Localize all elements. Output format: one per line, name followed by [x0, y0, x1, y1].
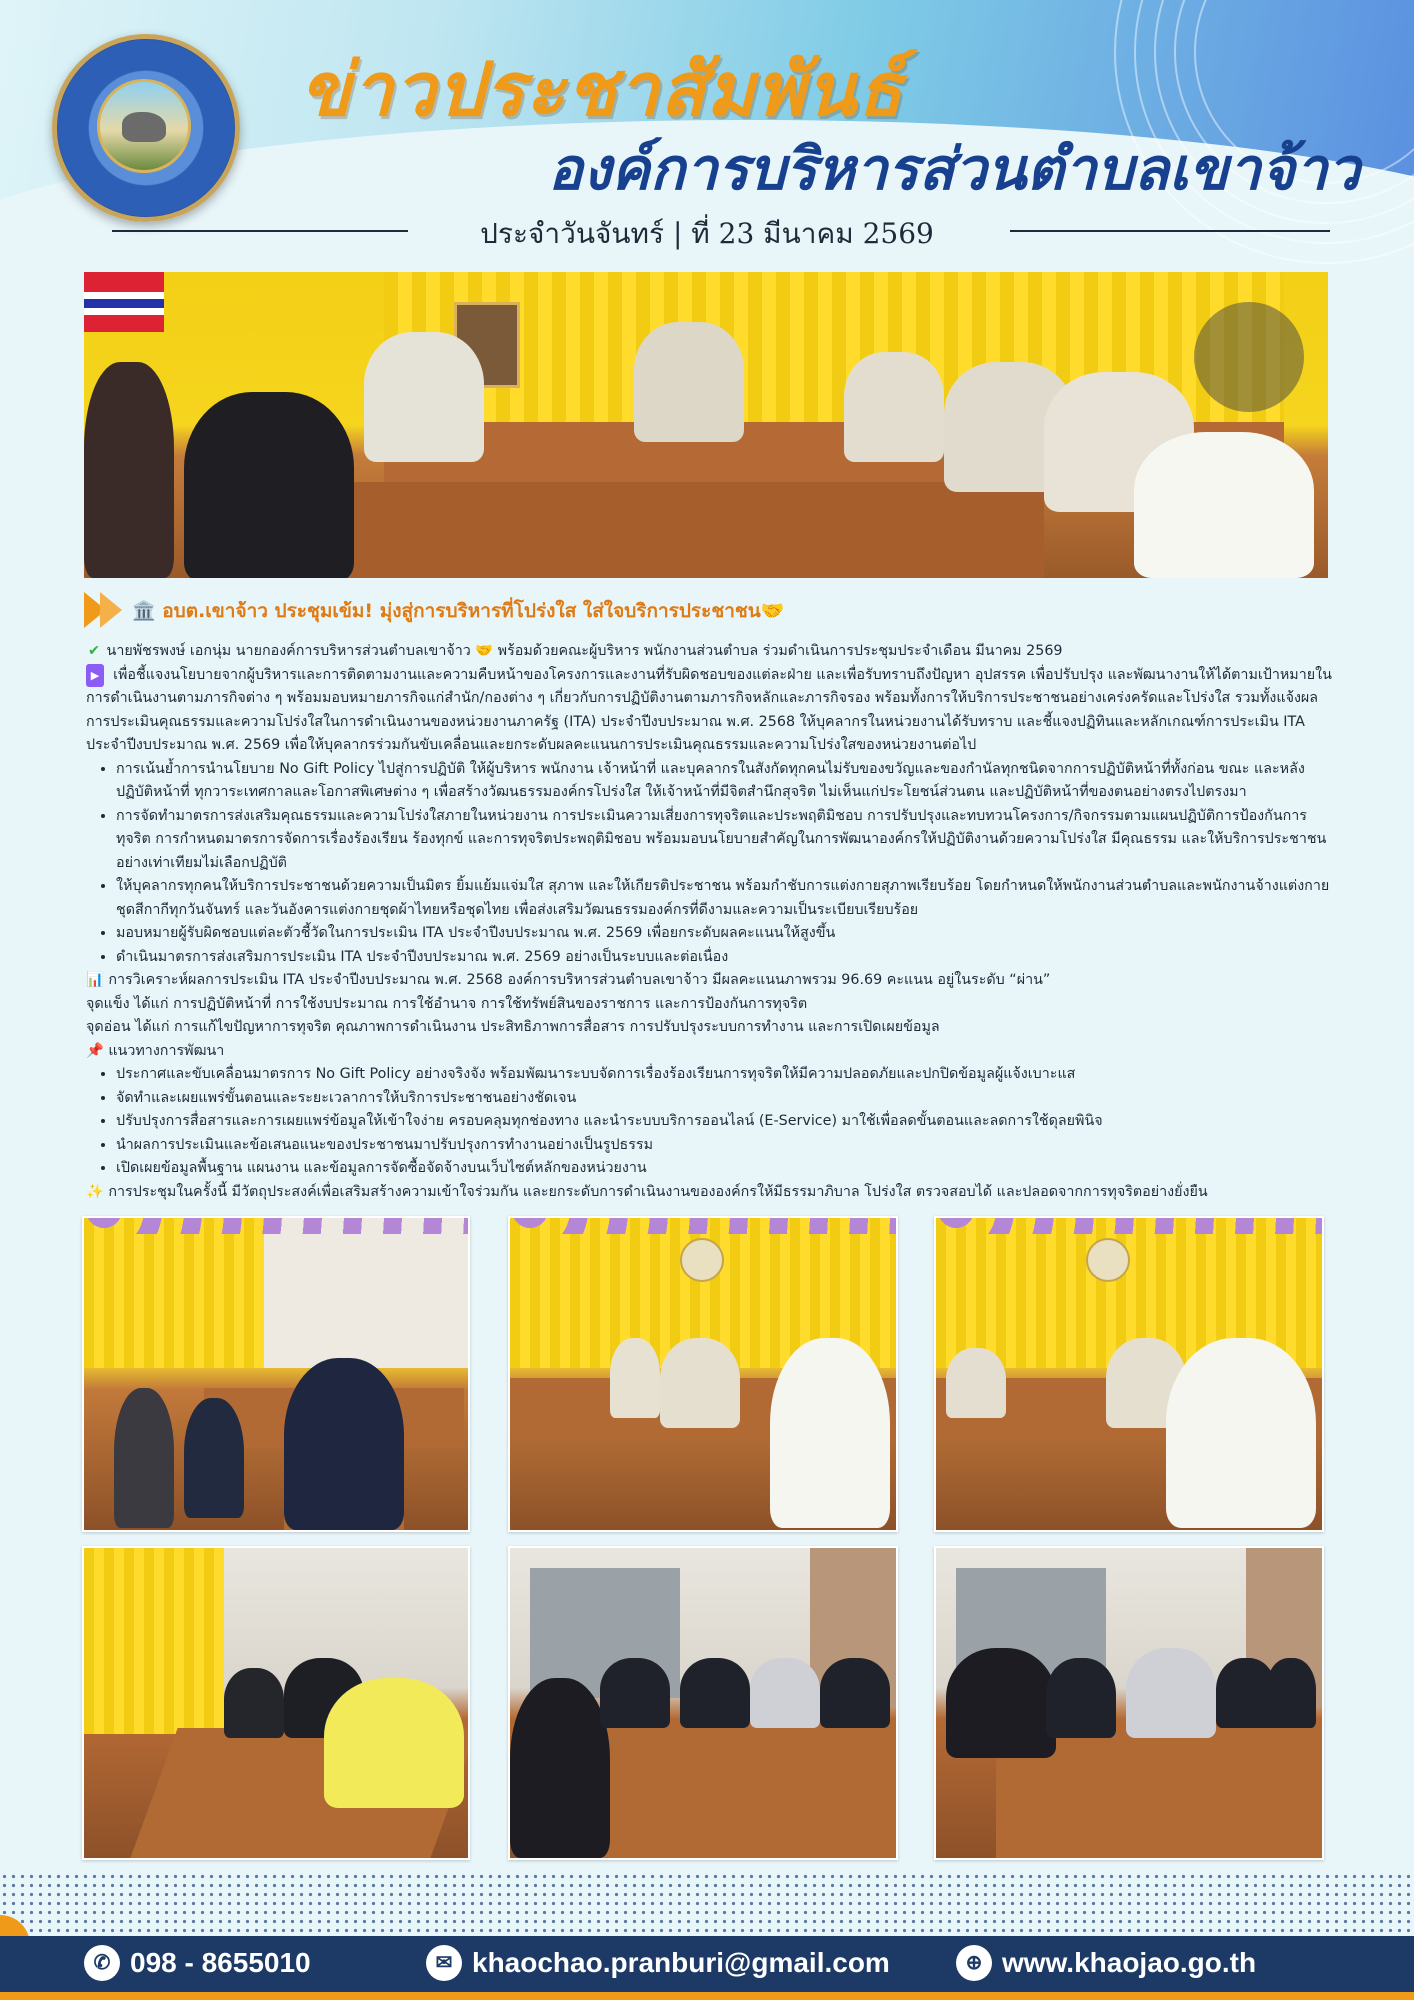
list-item: • ดำเนินมาตรการส่งเสริมการประเมิน ITA ประจำปีงบประมาณ พ.ศ. 2569 อย่างเป็นระบบและต่อเนื่อง	[116, 946, 1334, 970]
hero-meeting-photo	[84, 272, 1328, 578]
list-item: • ให้บุคลากรทุกคนให้บริการประชาชนด้วยความเป็นมิตร ยิ้มแย้มแจ่มใส สุภาพ และให้เกียรติประชาชน พร้อมกำชับการแต่งกายสุภาพเรียบร้อย โดยกำหนดให้พนักงานส่วนตำบลและพนักงานจ้างแต่งกายชุดสีกากีทุกวันจันทร์ และวันอังคารแต่งกายชุดผ้าไทยหรือชุดไทย เพื่อส่งเสริมวัฒนธรรมองค์กรที่ดีงามและความเป็นระเบียบเรียบร้อย	[116, 875, 1334, 922]
headline-text: 🏛️ อบต.เขาจ้าว ประชุมเข้ม! มุ่งสู่การบริหารที่โปร่งใส ใส่ใจบริการประชาชน🤝	[132, 600, 785, 622]
intro-paragraph: ✔ นายพัชรพงษ์ เอกนุ่ม นายกองค์การบริหารส่วนตำบลเขาจ้าว 🤝 พร้อมด้วยคณะผู้บริหาร พนักงานส่วนตำบล ร่วมดำเนินการประชุมประจำเดือน มีนาคม 2569	[86, 640, 1334, 664]
guideline-list	[86, 1063, 1334, 1181]
gallery-photo-3	[934, 1216, 1324, 1532]
list-item: • นำผลการประเมินและข้อเสนอแนะของประชาชนมาปรับปรุงการทำงานอย่างเป็นรูปธรรม	[116, 1134, 1334, 1158]
chevron-right-icon	[100, 592, 122, 628]
dot-pattern	[0, 1872, 1414, 1942]
strengths: จุดแข็ง ได้แก่ การปฏิบัติหน้าที่ การใช้งบประมาณ การใช้อำนาจ การใช้ทรัพย์สินของราชการ และการป้องกันการทุจริต	[86, 995, 808, 1012]
globe-icon: ⊕	[956, 1945, 992, 1981]
footer-website[interactable]: ⊕ www.khaojao.go.th	[956, 1945, 1256, 1985]
play-icon: ▶	[86, 664, 104, 688]
gallery-photo-5	[508, 1546, 898, 1860]
closing-paragraph: ✨ การประชุมในครั้งนี้ มีวัตถุประสงค์เพื่อเสริมสร้างความเข้าใจร่วมกัน และยกระดับการดำเนินงานขององค์กรให้มีธรรมาภิบาล โปร่งใส ตรวจสอบได้ และปลอดจากการทุจริตอย่างยั่งยืน	[86, 1183, 1208, 1200]
footer-stripe	[0, 1992, 1414, 2000]
mail-icon: ✉	[426, 1945, 462, 1981]
divider-left	[112, 230, 408, 232]
ita-analysis: 📊 การวิเคราะห์ผลการประเมิน ITA ประจำปีงบประมาณ พ.ศ. 2568 องค์การบริหารส่วนตำบลเขาจ้าว มีผลคะแนนภาพรวม 96.69 คะแนน อยู่ในระดับ “ผ่าน”	[86, 972, 1051, 988]
footer-phone[interactable]: ✆ 098 - 8655010	[84, 1945, 311, 1985]
list-item: • จัดทำและเผยแพร่ขั้นตอนและระยะเวลาการให้บริการประชาชนอย่างชัดเจน	[116, 1087, 1334, 1111]
news-headline	[84, 592, 1328, 632]
page-title: ข่าวประชาสัมพันธ์	[300, 47, 904, 133]
list-item: • ประกาศและขับเคลื่อนมาตรการ No Gift Policy อย่างจริงจัง พร้อมพัฒนาระบบจัดการเรื่องร้องเรียนการทุจริตให้มีความปลอดภัยและปกปิดข้อมูลผู้แจ้งเบาะแส	[116, 1063, 1334, 1087]
gallery-photo-4	[82, 1546, 470, 1860]
weaknesses: จุดอ่อน ได้แก่ การแก้ไขปัญหาการทุจริต คุณภาพการดำเนินงาน ประสิทธิภาพการสื่อสาร การปรับปรุงระบบการทำงาน และการเปิดเผยข้อมูล	[86, 1019, 940, 1035]
date-line: ประจำวันจันทร์ | ที่ 23 มีนาคม 2569	[480, 217, 934, 250]
organization-seal-icon	[52, 34, 240, 222]
list-item: • มอบหมายผู้รับผิดชอบแต่ละตัวชี้วัดในการประเมิน ITA ประจำปีงบประมาณ พ.ศ. 2569 เพื่อยกระดับผลคะแนนให้สูงขึ้น	[116, 922, 1334, 946]
check-icon: ✔	[88, 643, 100, 659]
phone-icon: ✆	[84, 1945, 120, 1981]
main-paragraph: ▶ เพื่อชี้แจงนโยบายจากผู้บริหารและการติดตามงานและความคืบหน้าของโครงการและงานที่รับผิดชอบของแต่ละฝ่าย และเพื่อรับทราบถึงปัญหา อุปสรรค เพื่อปรับปรุง และพัฒนางานให้ได้ตามเป้าหมายในการดำเนินงานตามภารกิจต่าง ๆ พร้อมมอบหมายภารกิจแก่สำนัก/กองต่าง ๆ เกี่ยวกับการปฏิบัติงานตามภารกิจหลักและภารกิจรอง พร้อมทั้งการให้บริการประชาชนอย่างเคร่งครัดและโปร่งใส รวมทั้งแจ้งผลการประเมินคุณธรรมและความโปร่งใสในการดำเนินงานของหน่วยงานภาครัฐ (ITA) ประจำปีงบประมาณ พ.ศ. 2568 ให้บุคลากรในหน่วยงานได้รับทราบ และชี้แจงปฏิทินและหลักเกณฑ์การประเมิน ITA ประจำปีงบประมาณ พ.ศ. 2569 เพื่อให้บุคลากรร่วมกันขับเคลื่อนและยกระดับผลคะแนนการประเมินคุณธรรมและความโปร่งใสของหน่วยงานต่อไป	[86, 664, 1334, 758]
gallery-photo-2	[508, 1216, 898, 1532]
list-item: • การเน้นย้ำการนำนโยบาย No Gift Policy ไปสู่การปฏิบัติ ให้ผู้บริหาร พนักงาน เจ้าหน้าที่ และบุคลากรในสังกัดทุกคนไม่รับของขวัญและของกำนัลทุกชนิดจากการปฏิบัติหน้าที่ทั้งก่อน ขณะ และหลังปฏิบัติหน้าที่ ทุกวาระเทศกาลและโอกาสพิเศษต่าง ๆ เพื่อสร้างวัฒนธรรมองค์กรโปร่งใส ให้เจ้าหน้าที่มีจิตสำนึกสุจริต ไม่เห็นแก่ประโยชน์ส่วนตน และปฏิบัติหน้าที่ของตนอย่างตรงไปตรงมา	[116, 758, 1334, 805]
list-item: • การจัดทำมาตรการส่งเสริมคุณธรรมและความโปร่งใสภายในหน่วยงาน การประเมินความเสี่ยงการทุจริตและประพฤติมิชอบ การปรับปรุงและทบทวนโครงการ/กิจกรรมตามแผนปฏิบัติการป้องกันการทุจริต การกำหนดมาตรการจัดการเรื่องร้องเรียน ร้องทุกข์ และการทุจริตประพฤติมิชอบ พร้อมมอบนโยบายสำคัญในการพัฒนาองค์กรให้ปฏิบัติงานด้วยความโปร่งใส มีคุณธรรม และให้บริการประชาชนอย่างเท่าเทียมไม่เลือกปฏิบัติ	[116, 805, 1334, 876]
guidelines-title: 📌 แนวทางการพัฒนา	[86, 1042, 225, 1059]
divider-right	[1010, 230, 1330, 232]
footer-email[interactable]: ✉ khaochao.pranburi@gmail.com	[426, 1945, 890, 1985]
list-item: • เปิดเผยข้อมูลพื้นฐาน แผนงาน และข้อมูลการจัดซื้อจัดจ้างบนเว็บไซต์หลักของหน่วยงาน	[116, 1157, 1334, 1181]
directive-list	[86, 758, 1334, 970]
list-item: • ปรับปรุงการสื่อสารและการเผยแพร่ข้อมูลให้เข้าใจง่าย ครอบคลุมทุกช่องทาง และนำระบบบริการออนไลน์ (E-Service) มาใช้เพื่อลดขั้นตอนและลดการใช้ดุลยพินิจ	[116, 1110, 1334, 1134]
organization-name: องค์การบริหารส่วนตำบลเขาจ้าว	[548, 135, 1361, 203]
gallery-photo-6	[934, 1546, 1324, 1860]
article-body	[86, 640, 1334, 1204]
gallery-photo-1	[82, 1216, 470, 1532]
